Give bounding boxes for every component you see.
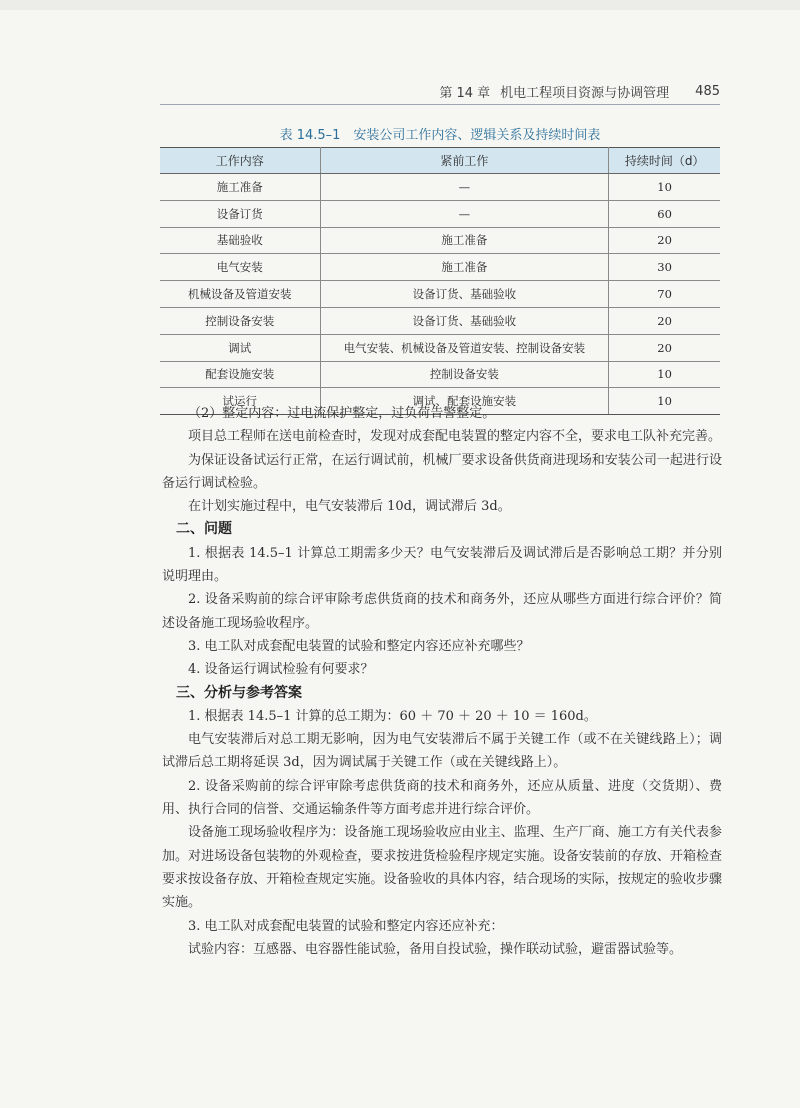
chapter-title: 机电工程项目资源与协调管理 <box>500 85 670 101</box>
table-cell: 70 <box>609 281 720 308</box>
table-cell: 20 <box>609 307 720 334</box>
page-number: 485 <box>695 83 720 99</box>
running-header <box>160 80 720 102</box>
table-row <box>160 281 720 308</box>
table-cell: 机械设备及管道安装 <box>160 281 320 308</box>
column-header: 持续时间（d） <box>609 148 720 174</box>
table-caption: 表 14.5–1 安装公司工作内容、逻辑关系及持续时间表 <box>279 128 601 143</box>
table-cell: 调试 <box>160 334 320 361</box>
table-cell: 调试、配套设施安装 <box>320 388 609 415</box>
chapter-label: 第 14 章 <box>439 85 491 101</box>
table-cell: 施工准备 <box>320 227 609 254</box>
table-cell: 控制设备安装 <box>320 361 609 388</box>
paragraph: 电气安装滞后对总工期无影响，因为电气安装滞后不属于关键工作（或不在关键线路上）；调试滞后总工期将延误 3d，因为调试属于关键工作（或在关键线路上）。 <box>162 732 722 771</box>
section-heading: 二、问题 <box>176 521 232 538</box>
table-cell: 设备订货 <box>160 200 320 227</box>
paragraph: 3. 电工队对成套配电装置的试验和整定内容还应补充哪些？ <box>188 638 530 654</box>
table-cell: 30 <box>609 254 720 281</box>
table-cell: 设备订货、基础验收 <box>320 307 609 334</box>
table-cell: 施工准备 <box>320 254 609 281</box>
table-row <box>160 307 720 334</box>
table-cell: — <box>320 200 609 227</box>
table-cell: 10 <box>609 174 720 201</box>
paragraph: 在计划实施过程中，电气安装滞后 10d，调试滞后 3d。 <box>188 499 511 515</box>
paragraph: 设备施工现场验收程序为：设备施工现场验收应由业主、监理、生产厂商、施工方有关代表参加。对进场设备包装物的外观检查，要求按进货检验程序规定实施。设备安装前的存放、开箱检查要求按设备存放、开箱检查规定实施。设备验收的具体内容，结合现场的实际，按规定的验收步骤实施。 <box>162 825 722 911</box>
table-cell: — <box>320 174 609 201</box>
paragraph: 3. 电工队对成套配电装置的试验和整定内容还应补充： <box>188 918 504 934</box>
body-text <box>162 402 722 961</box>
table-cell: 20 <box>609 334 720 361</box>
table-cell: 电气安装 <box>160 254 320 281</box>
table-row <box>160 254 720 281</box>
table-row <box>160 200 720 227</box>
table-row <box>160 334 720 361</box>
paragraph: 2. 设备采购前的综合评审除考虑供货商的技术和商务外，还应从哪些方面进行综合评价？简述设备施工现场验收程序。 <box>162 592 722 631</box>
table-cell: 10 <box>609 361 720 388</box>
paragraph: 项目总工程师在送电前检查时，发现对成套配电装置的整定内容不全，要求电工队补充完善。 <box>188 429 722 445</box>
paragraph: 2. 设备采购前的综合评审除考虑供货商的技术和商务外，还应从质量、进度（交货期）、费用、执行合同的信誉、交通运输条件等方面考虑并进行综合评价。 <box>162 778 722 818</box>
column-header: 紧前工作 <box>320 148 609 174</box>
paragraph: 试验内容：互感器、电容器性能试验，备用自投试验，操作联动试验，避雷器试验等。 <box>188 941 683 957</box>
paragraph: 1. 根据表 14.5–1 计算总工期需多少天？电气安装滞后及调试滞后是否影响总工期？并分别说明理由。 <box>162 545 722 585</box>
paragraph: （2）整定内容：过电流保护整定，过负荷告警整定。 <box>188 406 496 421</box>
table-cell: 控制设备安装 <box>160 307 320 334</box>
table-cell: 基础验收 <box>160 227 320 254</box>
page-top-edge <box>0 0 800 10</box>
paragraph: 4. 设备运行调试检验有何要求？ <box>188 662 374 678</box>
table-cell: 试运行 <box>160 388 320 415</box>
paragraph: 为保证设备试运行正常，在运行调试前，机械厂要求设备供货商进现场和安装公司一起进行设备运行调试检验。 <box>162 452 722 491</box>
table-cell: 电气安装、机械设备及管道安装、控制设备安装 <box>320 334 609 361</box>
table-cell: 设备订货、基础验收 <box>320 281 609 308</box>
table-cell: 10 <box>609 388 720 415</box>
column-header: 工作内容 <box>160 148 320 174</box>
table-cell: 60 <box>609 200 720 227</box>
table-row <box>160 174 720 201</box>
paragraph: 1. 根据表 14.5–1 计算的总工期为：60 ＋ 70 ＋ 20 ＋ 10 ＝ 160d。 <box>188 708 597 724</box>
table-cell: 施工准备 <box>160 174 320 201</box>
table-header-row <box>160 148 720 174</box>
table-cell: 20 <box>609 227 720 254</box>
table-row <box>160 361 720 388</box>
section-heading: 三、分析与参考答案 <box>176 684 302 701</box>
table-cell: 配套设施安装 <box>160 361 320 388</box>
header-divider <box>160 104 720 105</box>
table-row <box>160 227 720 254</box>
schedule-table <box>160 147 720 415</box>
